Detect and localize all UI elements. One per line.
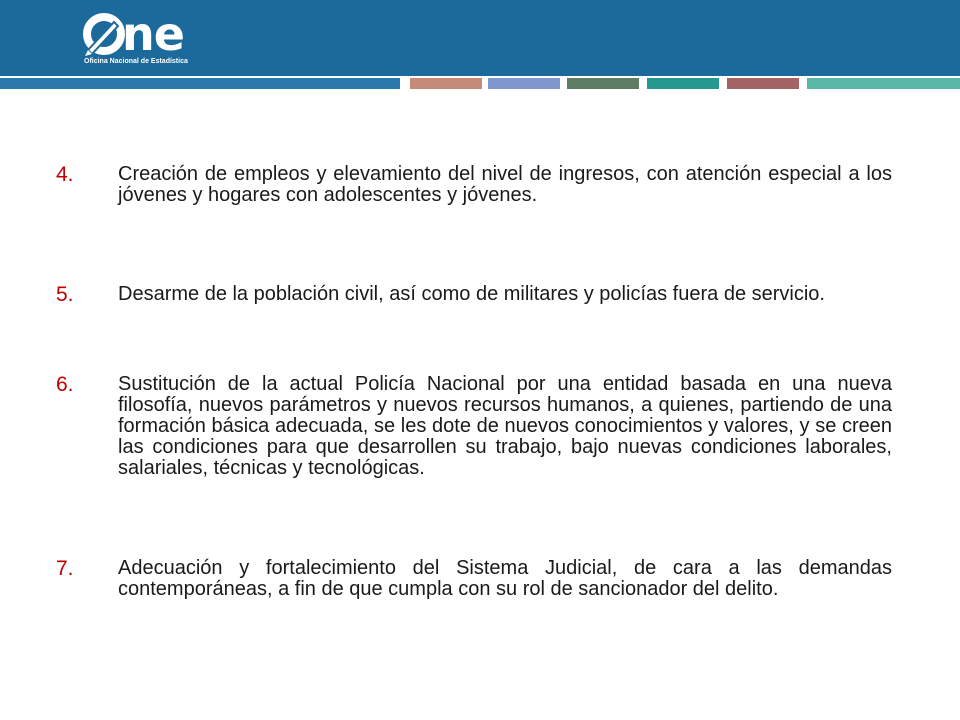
one-logo — [82, 8, 212, 70]
item-number: 4. — [56, 163, 74, 186]
item-number: 6. — [56, 373, 74, 396]
item-text: Adecuación y fortalecimiento del Sistema Judicial, de cara a las demandas contemporáneas, a fin de que cumpla con su rol de sancionador del delito. — [118, 557, 892, 600]
color-stripe — [727, 78, 799, 89]
header-bar — [0, 0, 960, 76]
color-stripe — [567, 78, 639, 89]
color-stripe — [807, 78, 960, 89]
logo-word: ne — [122, 7, 184, 61]
item-text: Creación de empleos y elevamiento del nivel de ingresos, con atención especial a los jóvenes y hogares con adolescentes y jóvenes. — [118, 163, 892, 206]
item-text: Sustitución de la actual Policía Nacional por una entidad basada en una nueva filosofía, nuevos parámetros y nuevos recursos humanos, a quienes, partiendo de una formación básica adecuada, se les dote de nuevos conocimientos y valores, y se creen las condiciones para que desarrollen su trabajo, bajo nuevas condiciones laborales, salariales, técnicas y tecnológicas. — [118, 373, 892, 479]
color-stripe — [410, 78, 482, 89]
logo-subtitle: Oficina Nacional de Estadística — [84, 58, 188, 65]
color-stripe — [0, 78, 400, 89]
color-stripe — [488, 78, 560, 89]
item-number: 7. — [56, 557, 74, 580]
color-stripe — [647, 78, 719, 89]
item-text: Desarme de la población civil, así como de militares y policías fuera de servicio. — [118, 283, 825, 305]
logo-o-pencil-icon — [82, 12, 126, 56]
item-number: 5. — [56, 283, 74, 306]
